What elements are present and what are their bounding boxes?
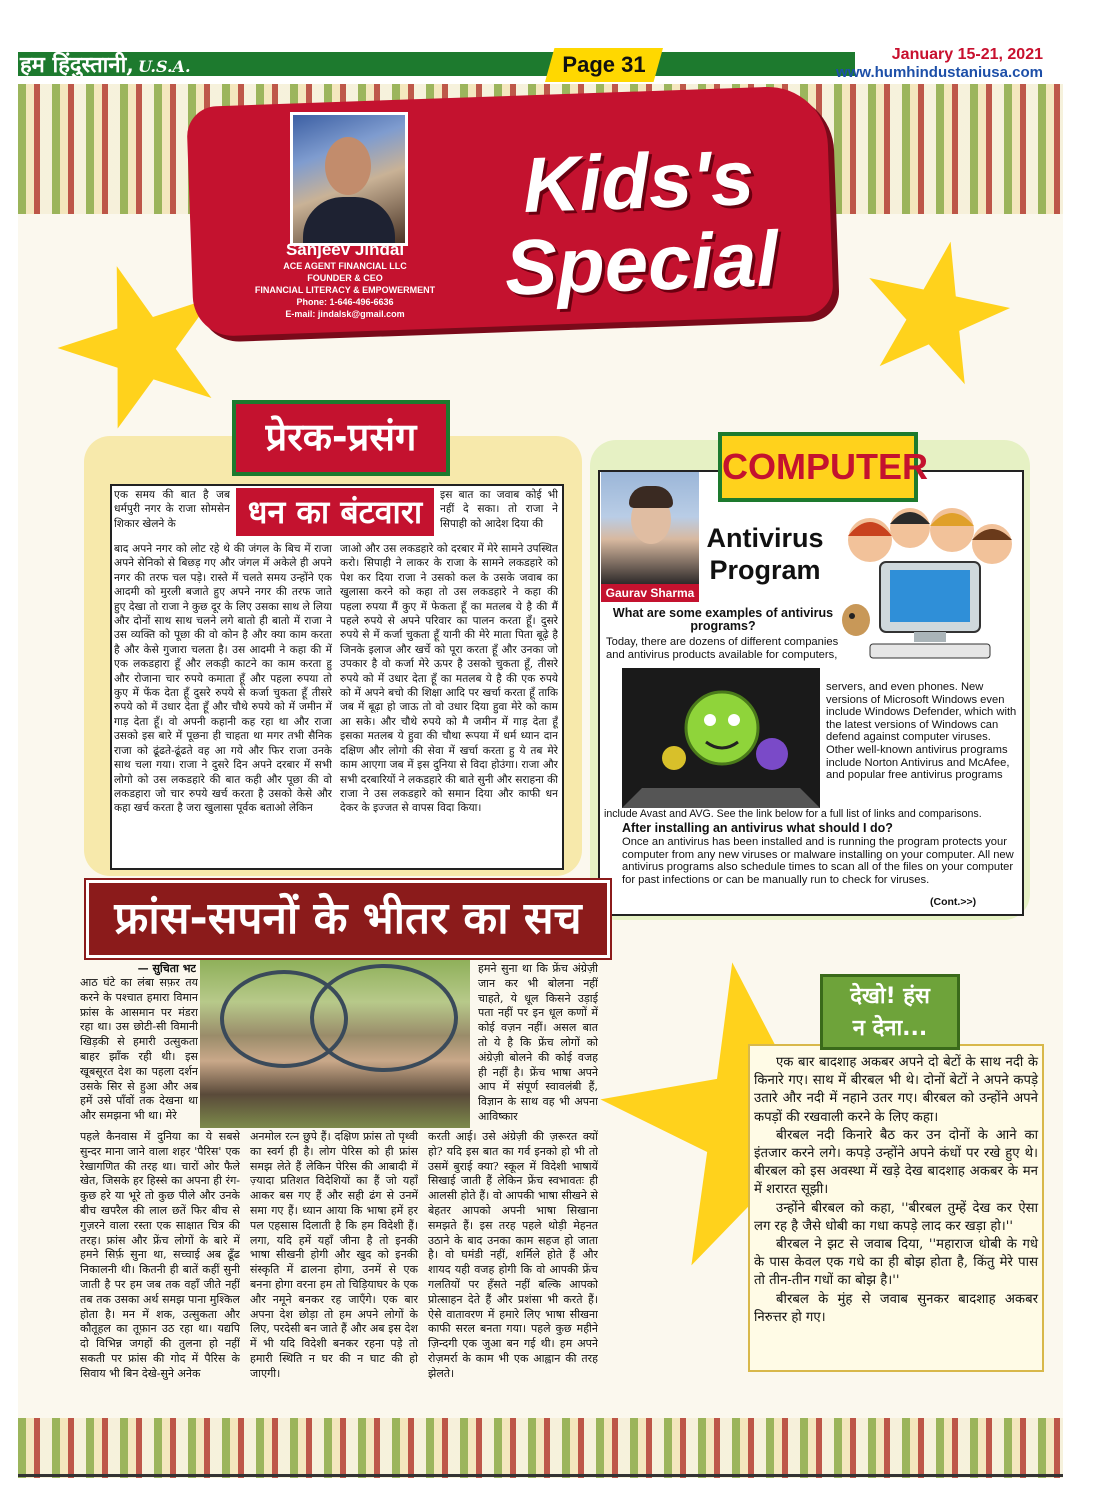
paragraph-3: include Avast and AVG. See the link below for a full list of links and comparisons. bbox=[604, 808, 982, 820]
story-column-1: एक समय की बात है जब धर्मपुरी नगर के राजा सोमसेन शिकार खेलने के bbox=[114, 489, 230, 530]
page-number: Page 31 bbox=[562, 52, 646, 77]
france-article-title: फ्रांस-सपनों के भीतर का सच bbox=[86, 880, 610, 958]
page-title bbox=[467, 134, 813, 310]
title-line-2: Special bbox=[503, 214, 780, 312]
antivirus-title bbox=[700, 522, 830, 586]
website-link[interactable]: www.humhindustaniusa.com bbox=[836, 64, 1043, 81]
header-bar-right bbox=[655, 52, 855, 76]
author-photo bbox=[290, 112, 408, 246]
dekho-paragraph-2: बीरबल नदी किनारे बैठ कर उन दोनों के आने का इंतजार करने लगे। कपड़े उन्होंने अपने कंधों पर रखे हुए थे। बीरबल को इस अवस्था में खड़े देख बादशाह अकबर के मन में शरारत सूझी। bbox=[754, 1127, 1038, 1198]
paragraph-1: Today, there are dozens of different companies and antivirus products available for computers, bbox=[606, 636, 839, 661]
story-column-3: बाद अपने नगर को लोट रहे थे की जंगल के बिच में राजा अपने सेनिको से बिछड़ गए और जंगल में अकेले ही अपने नगर की तरफ चल पड़े। रास्ते में चलते समय उन्होंने एक आदमी को मुरली बजाते हुए अपने नगर की तरफ जाते हुए देखा तो राजा ने कुछ दूर के लिए उसका साथ ले लिया और दोनों साथ साथ चलने लगे बातो ही बातो में राजा ने उस व्यक्ति को पूछा की वो कोन है और क्या काम करता है और केसे गुजारा चलता है। उस आदमी ने कहा की में एक लकडहारा हूँ और लकड़ी काटने का काम करता हु और रोजाना चार रुपये कमाता हूँ और पहला रुपया तो कुए में फेंक देता हूँ दुसरे रुपये से कर्जा चुकता हूँ तीसरे रुपये को में उधार देता हूँ और चौथे रुपये को में जमीन में गाड़ देता हूँ। वो अपनी कहानी कह रहा था और राजा उसको इस बारे में पूछना ही चाहता था मगर तभी सैनिक राजा को ढूंढते-ढूंढते वह आ गये और फिर राजा उनके साथ चला गया। राजा ने दुसरे दिन अपने दरबार में सभी लोगो को उस लकडहारे की बात कही और पूछा की वो लकडहारा जो चार रुपये खर्च करता है उसको केसे और कहा खर्च करता है जरा खुलासा पूर्वक बताओ लेकिन bbox=[114, 543, 332, 815]
prerak-section-title: प्रेरक-प्रसंग bbox=[232, 400, 450, 476]
author-name: Sanjeev Jindal bbox=[285, 240, 405, 259]
france-column-5: करती आई। उसे अंग्रेज़ी की ज़रूरत क्यों हो? यदि इस बात का गर्व इनको हो भी तो उसमें बुराई क्या? स्कूल में विदेशी भाषायें सिखाई जाती हैं लेकिन फ्रेंच स्वभावतः ही आलसी होते हैं। वो आपकी भाषा सीखने से बेहतर आपको अपनी भाषा सिखाना समझते हैं। इस तरह पहले थोड़ी मेहनत उठाने के बाद उनका काम सहज हो जाता है। वो घमंडी नहीं, शर्मिले होते हैं और शायद यही वजह होगी कि वो आपकी फ्रेंच गलतियों पर हँसते नहीं बल्कि आपको प्रोत्साहन देते हैं और प्रशंसा भी करते हैं। ऐसे वातावरण में हमारे लिए भाषा सीखना काफी सरल बनता गया। पहले कुछ महीने ज़िन्दगी एक जुआ बन गई थी। हम अपने रोज़मर्रा के काम भी एक आह्वान की तरह झेलते। bbox=[428, 1130, 598, 1380]
question-2: After installing an antivirus what should I do? bbox=[622, 821, 893, 835]
question-1: What are some examples of antivirus programs? bbox=[612, 606, 834, 633]
france-column-2: हमने सुना था कि फ्रेंच अंग्रेज़ी जान कर भी बोलना नहीं चाहते, ये धूल किसने उड़ाई पता नहीं पर इन धूल कणों में कोई वज़न नहीं। असल बात तो ये है कि फ्रेंच लोगों को अंग्रेज़ी बोलने की कोई वजह ही नहीं है। फ्रेंच भाषा अपने आप में संपूर्ण स्वावलंबी हैं, विज्ञान के साथ वह भी अपना आविष्कार bbox=[478, 962, 598, 1123]
dekho-section-title bbox=[820, 974, 960, 1050]
byline: — सुचिता भट bbox=[137, 962, 196, 975]
antivirus-title-line-1: Antivirus bbox=[706, 523, 824, 553]
story-column-2: इस बात का जवाब कोई भी नहीं दे सका। तो राजा ने सिपाही को आदेश दिया की bbox=[440, 489, 558, 530]
paragraph-4: Once an antivirus has been installed and is running the program protects your computer from any new viruses or malware installing on your computer. All new antivirus programs also schedule times to scan all of the files on your computer for past infections or can be manually run to check for viruses. bbox=[622, 836, 1014, 886]
dekho-paragraph-4: बीरबल ने झट से जवाब दिया, ''महाराज धोबी के गधे के पास केवल एक गधे का ही बोझ होता है, किंतु मेरे पास तो तीन-तीन गधों का बोझ है।'' bbox=[754, 1237, 1038, 1289]
decorative-band-bottom bbox=[18, 1418, 1063, 1478]
france-photo bbox=[200, 960, 470, 1128]
author-email[interactable]: E-mail: jindalsk@gmail.com bbox=[285, 309, 405, 319]
footer-rule bbox=[18, 1474, 1063, 1477]
dekho-paragraph-5: बीरबल के मुंह से जवाब सुनकर बादशाह अकबर निरुत्तर हो गए। bbox=[754, 1291, 1038, 1325]
virus-illustration bbox=[622, 668, 820, 808]
columnist-name: Gaurav Sharma bbox=[601, 584, 699, 602]
columnist-photo bbox=[601, 472, 699, 584]
continued-label: (Cont.>>) bbox=[930, 896, 977, 908]
antivirus-title-line-2: Program bbox=[709, 555, 821, 585]
dekho-story-text bbox=[754, 1054, 1038, 1327]
paragraph-2: servers, and even phones. New versions of Microsoft Windows even include Windows Defender, which with the latest versions of Windows can defend against computer viruses. Other well-known antivirus programs include Norton Antivirus and McAfee, and popular free antivirus programs bbox=[826, 681, 1017, 782]
dekho-title-line-1: देखो! हंस bbox=[850, 984, 930, 1009]
author-company: ACE AGENT FINANCIAL LLC bbox=[283, 261, 407, 271]
masthead bbox=[20, 52, 191, 78]
france-column-4: अनमोल रत्न छुपे हैं। दक्षिण फ्रांस तो पृथ्वी का स्वर्ग ही है। लोग पेरिस को ही फ्रांस समझ लेते हैं लेकिन पेरिस की आबादी में ज़्यादा प्रतिशत विदेशियों का हैं जो यहाँ आकर बस गए हैं और सही ढंग से उनमें समा गए हैं। ध्यान आया कि भाषा हमें हर पल एहसास दिलाती है कि हम विदेशी हैं। लगा, यदि हमें यहाँ जीना है तो इनकी भाषा सीखनी होगी और खुद को इनकी संस्कृति में ढालना होगा, उनमें से एक बनना होगा वरना हम तो चिड़ियाघर के एक और नमूने बनकर रह जाएँगे। एक बार अपना देश छोड़ा तो हम अपने लोगों के लिए, परदेसी बन जाते हैं और अब इस देश में भी यदि विदेशी बनकर रहना पड़े तो हमारी स्थिति न घर की न घाट की हो जाएगी। bbox=[250, 1130, 418, 1380]
author-tagline: FINANCIAL LITERACY & EMPOWERMENT bbox=[254, 285, 436, 295]
masthead-title: हम हिंदुस्तानी, bbox=[20, 52, 134, 78]
issue-date: January 15-21, 2021 bbox=[891, 46, 1043, 63]
dekho-paragraph-3: उन्होंने बीरबल को कहा, ''बीरबल तुम्हें देख कर ऐसा लग रह है जैसे धोबी का गधा कपड़े लाद कर खड़ा हो।'' bbox=[754, 1200, 1038, 1234]
masthead-usa: U.S.A. bbox=[137, 57, 191, 76]
dekho-paragraph-1: एक बार बादशाह अकबर अपने दो बेटों के साथ नदी के किनारे गए। साथ में बीरबल भी थे। दोनों बेटों ने अपने कपड़े उतारे और नदी में नहाने उतर गए। बीरबल को उन्होंने अपने कपड़ों की रखवाली करने के लिए कहा। bbox=[754, 1055, 1038, 1125]
author-role: FOUNDER & CEO bbox=[307, 273, 383, 283]
author-phone: Phone: 1-646-496-6636 bbox=[296, 297, 394, 307]
computer-section-title: COMPUTER bbox=[718, 432, 918, 502]
dekho-title-line-2: न देना... bbox=[852, 1016, 928, 1041]
france-column-1: आठ घंटे का लंबा सफ़र तय करने के पश्चात हमारा विमान फ्रांस के आसमान पर मंडरा रहा था। उस छोटी-सी विमानी खिड़की से हमारी उत्सुकता बाहर झाँक रही थी। इस खूबसूरत देश का पहला दर्शन उसके सिर से हुआ और अब हमें उसे पाँवों तक देखना था और समझना भी था। मेरे bbox=[80, 976, 198, 1123]
author-info bbox=[240, 240, 450, 320]
story-heading: धन का बंटवारा bbox=[236, 488, 434, 536]
story-column-4: जाओ और उस लकडहारे को दरबार में मेरे सामने उपस्थित करो। सिपाही ने लाकर के राजा के सामने लकडहारे को पेश कर दिया राजा ने उसको कल के उसके जवाब का खुलासा करने को कहा तो उस लकडहारे ने कहा की पहला रुपया मैं कुए में फेकता हूँ का मतलब ये है की मैं पहले रुपये से अपने परिवार का पालन करता हूँ। दुसरे रुपये से में कर्जा चुकता हूँ यानी की मेरे माता पिता बूढ़े है जिनके इलाज और खर्चे को पूरा करता हूँ और उनका जो उपकार है वो कर्जा मेरे ऊपर है उसको चुकता हूँ, तीसरे रुपये को में उधार देता हूँ का मतलब ये है की एक रुपये को में अपने बचो की शिक्षा आदि पर खर्चा करता हूँ ताकि जब में बूढ़ा हो जाऊ तो वो उधार दिया हुवा मेरे को काम आ सके। और चौथे रुपये को मै जमीन में गाड़ देता हूँ इसका मतलब ये हुवा की चौथा रूपया में धर्म ध्यान दान दक्षिण और लोगो की सेवा में खर्चा करता हु ये तब मेरे काम आएगा जब में इस दुनिया से विदा होउंगा। राजा और सभी दरबारियों ने लकडहारे की बाते सुनी और सराहना की राजा ने उस लकडहारे को समान दिया और काफी धन देकर के इज्जत से वापस विदा किया। bbox=[340, 543, 558, 815]
france-column-3: पहले कैनवास में दुनिया का ये सबसे सुन्दर माना जाने वाला शहर 'पैरिस' एक रेखागणित की तरह था। चारों ओर फैले खेत, जिसके हर हिस्से का अपना ही रंग- कुछ हरे या भूरे तो कुछ पीले और उनके बीच खपरैल की लाल छतें फिर बीच से गुज़रने वाला रस्ता एक साक्षात चित्र की तरह। फ्रांस और फ्रेंच लोगों के बारे में हमने सिर्फ़ सुना था, सच्चाई अब ढूँढ निकालनी थी। कितनी ही बातें कहीं सुनी जाती है पर हम जब तक वहाँ जीते नहीं तब तक उसका अर्थ समझ पाना मुश्किल होता है। मन में शक, उत्सुकता और कौतूहल का तूफ़ान उठ रहा था। यद्यपि दो विभिन्न जगहों की तुलना हो नहीं सकती पर फ्रांस की गोद में पैरिस के सिवाय भी बिन देखे-सुने अनेक bbox=[80, 1130, 240, 1380]
kids-computer-illustration bbox=[840, 500, 1022, 666]
title-line-1: Kids's bbox=[521, 133, 756, 230]
